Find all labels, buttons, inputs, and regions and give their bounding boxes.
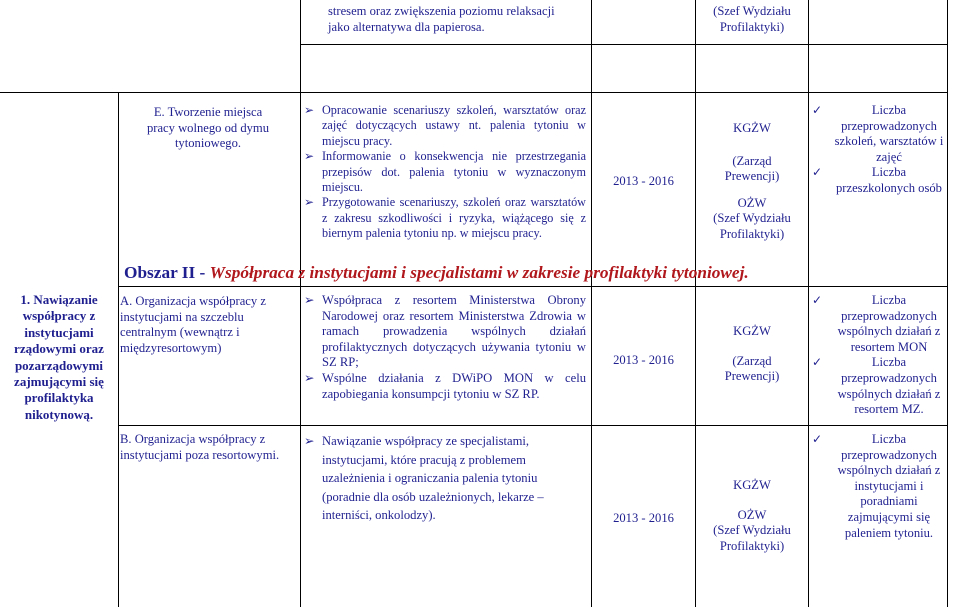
arrow-bullet-icon: ➢ bbox=[304, 434, 315, 448]
list-item: ✓ Liczba przeszkolonych osób bbox=[812, 165, 942, 195]
task-e bbox=[120, 105, 296, 152]
text-line: (Zarząd bbox=[732, 153, 772, 168]
table-border bbox=[0, 92, 948, 93]
list-item: ✓ Liczba przeprowadzonych wspólnych działań z resortem MZ. bbox=[812, 355, 941, 417]
text-line: KGŻW bbox=[733, 324, 771, 338]
list-item: ➢ Nawiązanie współpracy ze specjalistami, instytucjami, które pracują z problemem uzależnienia i ograniczania palenia tytoniu (poradnie dla osób uzależnionych, lekarze – interniści, onkolodzy). bbox=[304, 434, 544, 523]
checkmark-icon: ✓ bbox=[812, 165, 823, 180]
table-border bbox=[118, 425, 948, 426]
text-line: Prewencji) bbox=[724, 169, 780, 184]
checkmark-icon: ✓ bbox=[812, 103, 823, 117]
text-line: E. Tworzenie miejsca bbox=[153, 105, 263, 119]
arrow-bullet-icon: ➢ bbox=[304, 293, 315, 307]
text-line: Profilaktyki) bbox=[719, 19, 785, 34]
banner-prefix: Obszar II - bbox=[124, 263, 210, 282]
text-line: (Szef Wydziału bbox=[713, 211, 791, 226]
checkmark-icon: ✓ bbox=[812, 355, 823, 370]
checkmark-icon: ✓ bbox=[812, 293, 823, 307]
section-banner bbox=[124, 262, 749, 284]
checkmark-icon: ✓ bbox=[812, 432, 823, 446]
top-activity bbox=[328, 4, 588, 35]
arrow-bullet-icon: ➢ bbox=[304, 370, 315, 385]
text-line: jako alternatywa dla papierosa. bbox=[328, 19, 485, 34]
term-b: 2013 - 2016 bbox=[613, 511, 674, 525]
text-line: (Zarząd bbox=[732, 353, 772, 368]
goal-text: 1. Nawiązanie współpracy z instytucjami rządowymi oraz pozarządowymi zajmującymi się profilaktyka nikotynową. bbox=[14, 292, 104, 422]
arrow-bullet-icon: ➢ bbox=[304, 149, 315, 164]
arrow-bullet-icon: ➢ bbox=[304, 103, 315, 117]
list-item: ➢ Opracowanie scenariuszy szkoleń, warsztatów oraz zajęć dotyczących ustawy nt. palenia tytoniu w miejscu pracy. bbox=[304, 103, 586, 148]
list-item: ➢ Wspólne działania z DWiPO MON w celu zapobiegania konsumpcji tytoniu w SZ RP. bbox=[304, 370, 586, 401]
text-line: stresem oraz zwiększenia poziomu relaksacji bbox=[328, 4, 555, 18]
text-line: Prewencji) bbox=[724, 369, 780, 384]
table-border bbox=[118, 92, 119, 607]
indicators-e bbox=[812, 103, 946, 197]
list-item: ✓ Liczba przeprowadzonych wspólnych działań z resortem MON bbox=[812, 293, 941, 354]
responsible-b bbox=[696, 478, 808, 554]
indicators-b bbox=[812, 432, 946, 541]
list-item: ➢ Informowanie o konsekwencja nie przestrzegania przepisów dot. palenia tytoniu w wyznaczonym miejscu. bbox=[304, 149, 586, 195]
table-border bbox=[300, 44, 948, 45]
text-line: tytoniowego. bbox=[174, 136, 242, 151]
text-line: OŻW bbox=[737, 507, 767, 522]
activities-a bbox=[304, 293, 586, 402]
activities-b bbox=[304, 432, 574, 525]
top-responsible bbox=[696, 4, 808, 35]
text-line: KGŻW bbox=[733, 478, 771, 492]
text-line: pracy wolnego od dymu bbox=[146, 120, 270, 135]
activities-e bbox=[304, 103, 586, 242]
list-item: ➢ Przygotowanie scenariuszy, szkoleń oraz warsztatów z zakresu szkodliwości i ryzyka, wiążącego się z biernym palenia tytoniu np. w miejscu pracy. bbox=[304, 195, 586, 241]
text-line: OŻW bbox=[737, 195, 767, 210]
list-item: ➢ Współpraca z resortem Ministerstwa Obrony Narodowej oraz resortem Ministerstwa Zdrowia w ramach prowadzenia wspólnych działań profilaktycznych dotyczących używania tytoniu w SZ RP; bbox=[304, 293, 586, 370]
responsible-a bbox=[696, 324, 808, 385]
list-item: ✓ Liczba przeprowadzonych wspólnych działań z instytucjami i poradniami zajmującymi się paleniem tytoniu. bbox=[812, 432, 941, 540]
banner-title: Współpraca z instytucjami i specjalistami w zakresie profilaktyki tytoniowej. bbox=[209, 263, 749, 282]
text-line: (Szef Wydziału bbox=[713, 523, 791, 538]
indicators-a bbox=[812, 293, 946, 418]
responsible-e bbox=[696, 121, 808, 243]
list-item: ✓ Liczba przeprowadzonych szkoleń, warsztatów i zajęć bbox=[812, 103, 944, 164]
term-e: 2013 - 2016 bbox=[613, 174, 674, 188]
task-a: A. Organizacja współpracy z instytucjami na szczeblu centralnym (wewnątrz i międzyresortowym) bbox=[120, 294, 266, 355]
text-line: Profilaktyki) bbox=[719, 226, 785, 241]
table-border bbox=[118, 286, 948, 287]
text-line: (Szef Wydziału bbox=[713, 4, 791, 18]
text-line: Profilaktyki) bbox=[719, 538, 785, 553]
text-line: KGŻW bbox=[733, 121, 771, 135]
task-b: B. Organizacja współpracy z instytucjami poza resortowymi. bbox=[120, 432, 280, 462]
term-a: 2013 - 2016 bbox=[613, 353, 674, 367]
arrow-bullet-icon: ➢ bbox=[304, 195, 315, 210]
